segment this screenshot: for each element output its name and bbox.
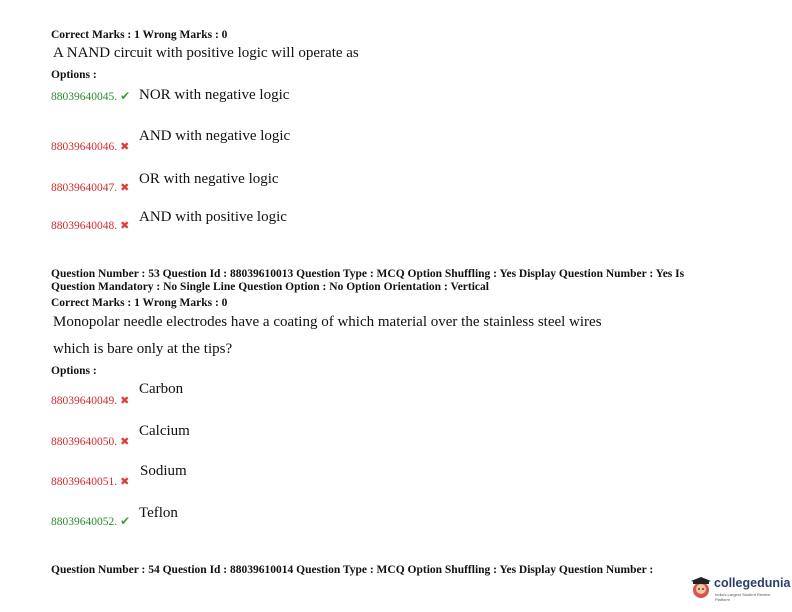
logo-mascot-icon (690, 575, 712, 601)
options-label: Options : (51, 69, 97, 81)
marks-line: Correct Marks : 1 Wrong Marks : 0 (51, 297, 228, 309)
option-id: 88039640051. (51, 476, 118, 488)
option-id: 88039640052. (51, 516, 118, 528)
option-row (51, 178, 129, 196)
question-text: A NAND circuit with positive logic will operate as (53, 45, 359, 61)
option-id: 88039640047. (51, 182, 118, 194)
cross-icon: ✖ (120, 476, 130, 488)
option-row (51, 216, 129, 234)
option-text: Sodium (140, 463, 187, 479)
option-text: AND with negative logic (139, 128, 291, 144)
option-row (51, 87, 130, 105)
option-row (51, 432, 129, 450)
option-id: 88039640049. (51, 395, 118, 407)
question-header: Question Number : 54 Question Id : 88039610014 Question Type : MCQ Option Shuffling : Yes Display Question Number : (51, 564, 654, 576)
option-row (51, 472, 129, 490)
question-text: Monopolar needle electrodes have a coating of which material over the stainless steel wires (53, 314, 602, 330)
options-label: Options : (51, 365, 97, 377)
option-id: 88039640050. (51, 436, 118, 448)
question-text: which is bare only at the tips? (53, 341, 233, 357)
question-header: Question Number : 53 Question Id : 88039610013 Question Type : MCQ Option Shuffling : Yes Display Question Number : Yes Is (51, 268, 685, 280)
cross-icon: ✖ (120, 141, 130, 153)
option-id: 88039640045. (51, 91, 118, 103)
marks-line: Correct Marks : 1 Wrong Marks : 0 (51, 29, 228, 41)
cross-icon: ✖ (120, 395, 130, 407)
check-icon: ✔ (120, 514, 131, 528)
check-icon: ✔ (120, 89, 131, 103)
option-text: NOR with negative logic (139, 87, 290, 103)
cross-icon: ✖ (120, 182, 130, 194)
option-row (51, 391, 129, 409)
option-row (51, 512, 130, 530)
cross-icon: ✖ (120, 436, 130, 448)
option-row (51, 137, 129, 155)
option-text: Carbon (139, 381, 184, 397)
option-id: 88039640046. (51, 141, 118, 153)
option-text: Calcium (139, 423, 190, 439)
question-header: Question Mandatory : No Single Line Question Option : No Option Orientation : Vertical (51, 281, 489, 293)
collegedunia-logo (690, 573, 791, 603)
option-text: OR with negative logic (139, 171, 279, 187)
cross-icon: ✖ (120, 220, 130, 232)
logo-name: collegedunia (714, 576, 791, 590)
option-text: AND with positive logic (139, 209, 287, 225)
logo-tagline: India's Largest Student Review Platform (715, 592, 771, 602)
option-text: Teflon (139, 505, 178, 521)
option-id: 88039640048. (51, 220, 118, 232)
